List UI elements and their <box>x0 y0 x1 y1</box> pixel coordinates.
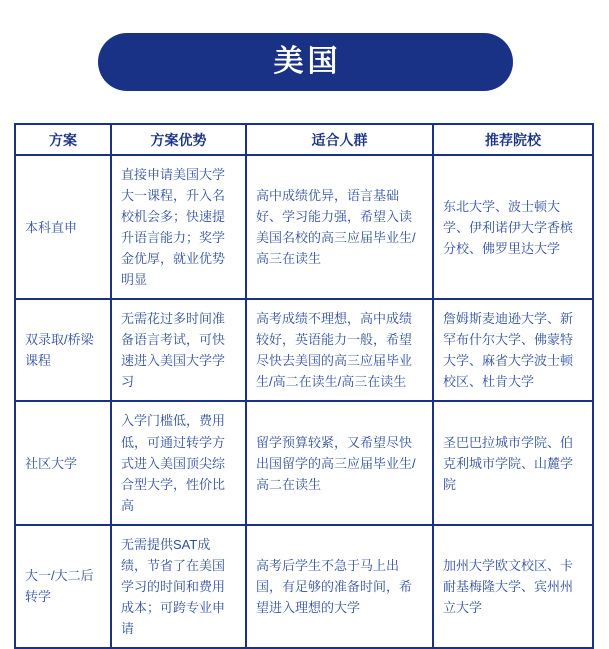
audience-cell: 留学预算较紧，又希望尽快出国留学的高三应届毕业生/高二在读生 <box>246 401 433 524</box>
schools-cell: 加州大学欧文校区、卡耐基梅隆大学、宾州州立大学 <box>433 525 593 648</box>
table-row <box>15 299 593 401</box>
schools-cell: 詹姆斯麦迪逊大学、新罕布什尔大学、佛蒙特大学、麻省大学波士顿校区、杜肯大学 <box>433 299 593 401</box>
column-header-plan: 方案 <box>15 124 111 155</box>
schools-cell: 圣巴巴拉城市学院、伯克利城市学院、山麓学院 <box>433 401 593 524</box>
advantages-cell: 无需花过多时间准备语言考试，可快速进入美国大学学习 <box>111 299 246 401</box>
country-title-banner <box>98 33 513 91</box>
column-header-advantages: 方案优势 <box>111 124 246 155</box>
audience-cell: 高考后学生不急于马上出国，有足够的准备时间，希望进入理想的大学 <box>246 525 433 648</box>
table-row <box>15 401 593 524</box>
table-row <box>15 155 593 299</box>
audience-cell: 高考成绩不理想，高中成绩较好，英语能力一般，希望尽快去美国的高三应届毕业生/高二在读生/高三在读生 <box>246 299 433 401</box>
plan-cell: 双录取/桥梁课程 <box>15 299 111 401</box>
page-title: 美国 <box>273 45 342 78</box>
column-header-audience: 适合人群 <box>246 124 433 155</box>
study-plan-table <box>14 123 594 649</box>
plan-cell: 社区大学 <box>15 401 111 524</box>
schools-cell: 东北大学、波士顿大学、伊利诺伊大学香槟分校、佛罗里达大学 <box>433 155 593 299</box>
plan-cell: 大一/大二后转学 <box>15 525 111 648</box>
audience-cell: 高中成绩优异，语言基础好、学习能力强，希望入读美国名校的高三应届毕业生/高三在读生 <box>246 155 433 299</box>
advantages-cell: 入学门槛低，费用低，可通过转学方式进入美国顶尖综合型大学，性价比高 <box>111 401 246 524</box>
table-header-row <box>15 124 593 155</box>
advantages-cell: 直接申请美国大学大一课程，升入名校机会多；快速提升语言能力；奖学金优厚，就业优势明显 <box>111 155 246 299</box>
table-row <box>15 525 593 648</box>
column-header-schools: 推荐院校 <box>433 124 593 155</box>
advantages-cell: 无需提供SAT成绩，节省了在美国学习的时间和费用成本；可跨专业申请 <box>111 525 246 648</box>
plan-cell: 本科直申 <box>15 155 111 299</box>
